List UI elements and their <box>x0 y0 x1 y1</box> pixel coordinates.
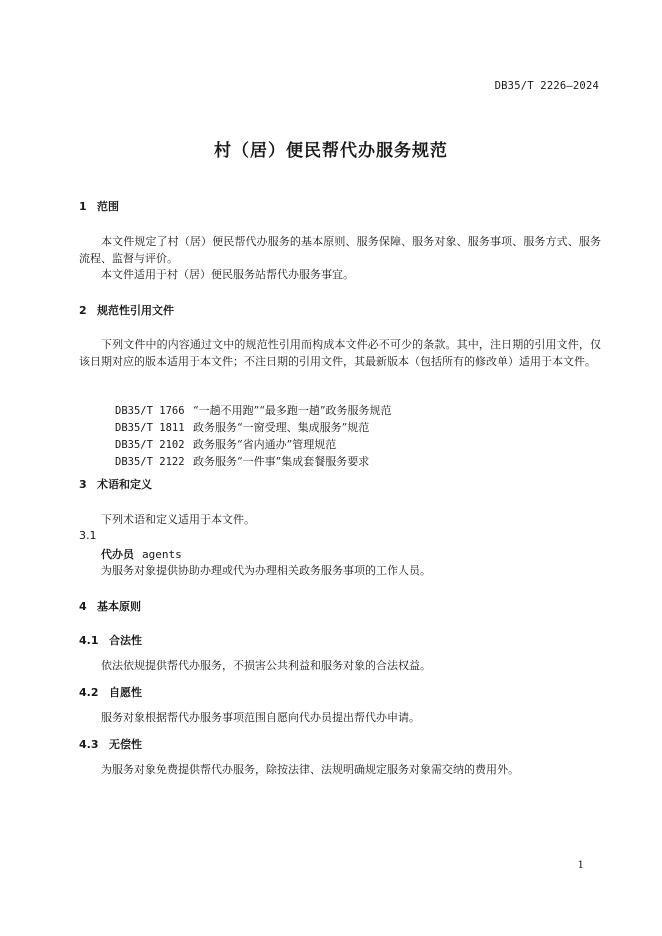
subsection-heading <box>79 632 142 648</box>
document-title: 村（居）便民帮代办服务规范 <box>214 141 448 161</box>
section-number: 1 <box>79 200 87 213</box>
section-number: 3 <box>79 478 87 491</box>
reference-name: 政务服务“一件事”集成套餐服务要求 <box>193 455 370 468</box>
section-title: 基本原则 <box>97 600 141 613</box>
subsection-number: 4.3 <box>79 738 99 751</box>
term-en: agents <box>142 548 182 561</box>
paragraph: 下列术语和定义适用于本文件。 <box>101 513 255 526</box>
subsection-title: 自愿性 <box>109 686 142 699</box>
subsection-heading <box>79 736 142 752</box>
term-number: 3.1 <box>79 529 97 542</box>
subsection-number: 4.1 <box>79 634 99 647</box>
section-number: 4 <box>79 600 87 613</box>
paragraph: 依法依规提供帮代办服务，不损害公共利益和服务对象的合法权益。 <box>101 659 431 672</box>
term-zh: 代办员 <box>101 548 134 561</box>
section-3-heading <box>79 476 152 492</box>
section-1-heading <box>79 198 119 214</box>
term-definition: 为服务对象提供协助办理或代为办理相关政务服务事项的工作人员。 <box>101 564 431 577</box>
paragraph: 本文件规定了村（居）便民帮代办服务的基本原则、服务保障、服务对象、服务事项、服务方式、服务流程、监督与评价。 <box>79 235 601 265</box>
section-4-heading <box>79 598 141 614</box>
reference-name: 政务服务“省内通办”管理规范 <box>193 438 337 451</box>
reference-code: DB35/T 1811 <box>115 422 185 434</box>
reference-name: “一趟不用跑”“最多跑一趟”政务服务规范 <box>193 404 392 417</box>
subsection-title: 无偿性 <box>109 738 142 751</box>
section-2-heading <box>79 302 174 318</box>
paragraph: 本文件适用于村（居）便民服务站帮代办服务事宜。 <box>101 268 354 281</box>
reference-code: DB35/T 2122 <box>115 456 185 468</box>
section-number: 2 <box>79 304 87 317</box>
paragraph: 下列文件中的内容通过文中的规范性引用而构成本文件必不可少的条款。其中，注日期的引用文件，仅该日期对应的版本适用于本文件；不注日期的引用文件，其最新版本（包括所有的修改单）适用于本文件。 <box>79 338 601 368</box>
subsection-title: 合法性 <box>109 634 142 647</box>
page-number: 1 <box>577 860 584 871</box>
reference-name: 政务服务“一窗受理、集成服务”规范 <box>193 421 370 434</box>
reference-code: DB35/T 1766 <box>115 405 185 417</box>
term-heading <box>101 546 182 562</box>
section-title: 规范性引用文件 <box>97 304 174 317</box>
subsection-number: 4.2 <box>79 686 99 699</box>
section-title: 范围 <box>97 200 119 213</box>
paragraph: 为服务对象免费提供帮代办服务，除按法律、法规明确规定服务对象需交纳的费用外。 <box>101 763 519 776</box>
paragraph: 服务对象根据帮代办服务事项范围自愿向代办员提出帮代办申请。 <box>101 711 420 724</box>
subsection-heading <box>79 684 142 700</box>
standard-code: DB35/T 2226—2024 <box>494 80 599 92</box>
reference-code: DB35/T 2102 <box>115 439 185 451</box>
section-title: 术语和定义 <box>97 478 152 491</box>
